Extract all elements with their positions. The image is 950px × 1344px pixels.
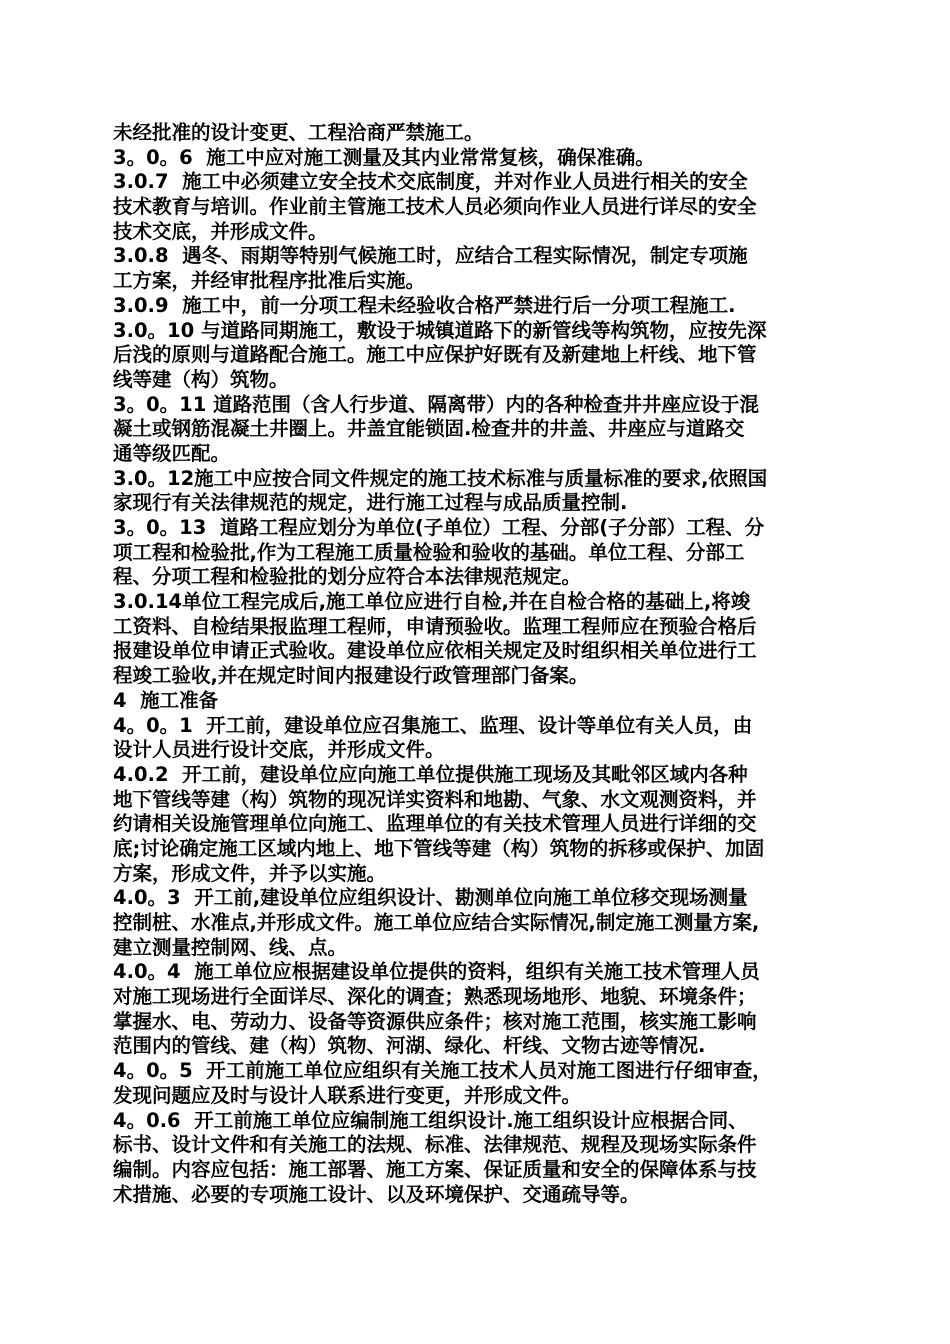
text-line: 3。0。6 施工中应对施工测量及其内业常常复核，确保准确。 <box>113 145 655 169</box>
text-line: 4.0。4 施工单位应根据建设单位提供的资料，组织有关施工技术管理人员 <box>113 960 760 984</box>
text-line: 技术教育与培训。作业前主管施工技术人员必须向作业人员进行详尽的安全 <box>113 195 757 219</box>
text-line: 3.0.7 施工中必须建立安全技术交底制度，并对作业人员进行相关的安全 <box>113 170 748 194</box>
text-line: 范围内的管线、建（构）筑物、河湖、绿化、杆线、文物古迹等情况. <box>113 1034 706 1058</box>
text-line: 4。0。1 开工前，建设单位应召集施工、监理、设计等单位有关人员，由 <box>113 713 753 737</box>
text-line: 家现行有关法律规范的规定，进行施工过程与成品质量控制. <box>113 491 628 515</box>
text-line: 掌握水、电、劳动力、设备等资源供应条件；核对施工范围，核实施工影响 <box>113 1009 757 1033</box>
text-line: 报建设单位申请正式验收。建设单位应依相关规定及时组织相关单位进行工 <box>113 639 757 663</box>
text-line: 发现问题应及时与设计人联系进行变更，并形成文件。 <box>113 1083 582 1107</box>
text-line: 3.0。12施工中应按合同文件规定的施工技术标准与质量标准的要求,依照国 <box>113 466 768 490</box>
text-line: 底;讨论确定施工区域内地上、地下管线等建（构）筑物的拆移或保护、加固 <box>113 836 765 860</box>
text-line: 约请相关设施管理单位向施工、监理单位的有关技术管理人员进行详细的交 <box>113 812 757 836</box>
text-line: 3。0。11 道路范围（含人行步道、隔离带）内的各种检查井井座应设于混 <box>113 392 760 416</box>
text-line: 建立测量控制网、线、点。 <box>113 935 348 959</box>
text-line: 项工程和检验批,作为工程施工质量检验和验收的基础。单位工程、分部工 <box>113 540 745 564</box>
text-line: 4。0.6 开工前施工单位应编制施工组织设计.施工组织设计应根据合同、 <box>113 1108 748 1132</box>
text-line: 工资料、自检结果报监理工程师，申请预验收。监理工程师应在预验合格后 <box>113 614 757 638</box>
text-line: 方案，形成文件，并予以实施。 <box>113 861 387 885</box>
document-page <box>113 121 863 1207</box>
text-line: 地下管线等建（构）筑物的现况详实资料和地勘、气象、水文观测资料，并 <box>113 787 757 811</box>
section-heading: 4 施工准备 <box>113 688 219 712</box>
text-line: 术措施、必要的专项施工设计、以及环境保护、交通疏导等。 <box>113 1182 640 1206</box>
text-line: 程、分项工程和检验批的划分应符合本法律规范规定。 <box>113 565 582 589</box>
text-line: 工方案，并经审批程序批准后实施。 <box>113 269 426 293</box>
text-line: 3.0.14单位工程完成后,施工单位应进行自检,并在自检合格的基础上,将竣 <box>113 590 751 614</box>
text-line: 线等建（构）筑物。 <box>113 367 289 391</box>
text-line: 3。0。13 道路工程应划分为单位(子单位）工程、分部(子分部）工程、分 <box>113 516 765 539</box>
text-line: 程竣工验收,并在规定时间内报建设行政管理部门备案。 <box>113 664 589 688</box>
text-line: 3.0。10 与道路同期施工，敷设于城镇道路下的新管线等构筑物，应按先深 <box>113 318 767 342</box>
text-line: 凝土或钢筋混凝土井圈上。井盖宜能锁固.检查井的井盖、井座应与道路交 <box>113 417 745 441</box>
text-line: 3.0.8 遇冬、雨期等特别气候施工时，应结合工程实际情况，制定专项施 <box>113 244 748 268</box>
text-line: 控制桩、水准点,并形成文件。施工单位应结合实际情况,制定施工测量方案, <box>113 911 760 934</box>
text-line: 标书、设计文件和有关施工的法规、标准、法律规范、规程及现场实际条件 <box>113 1133 757 1157</box>
text-line: 技术交底，并形成文件。 <box>113 219 328 243</box>
text-line: 对施工现场进行全面详尽、深化的调查；熟悉现场地形、地貌、环境条件； <box>113 985 757 1009</box>
text-line: 4。0。5 开工前施工单位应组织有关施工技术人员对施工图进行仔细审查， <box>113 1059 772 1083</box>
text-line: 4.0.2 开工前，建设单位应向施工单位提供施工现场及其毗邻区域内各种 <box>113 762 748 786</box>
text-line: 后浅的原则与道路配合施工。施工中应保护好既有及新建地上杆线、地下管 <box>113 343 757 367</box>
text-line: 通等级匹配。 <box>113 441 231 465</box>
text-line: 设计人员进行设计交底，并形成文件。 <box>113 738 445 762</box>
text-line: 3.0.9 施工中，前一分项工程未经验收合格严禁进行后一分项工程施工. <box>113 293 736 317</box>
text-line: 4.0。3 开工前,建设单位应组织设计、勘测单位向施工单位移交现场测量 <box>113 886 748 910</box>
text-line: 未经批准的设计变更、工程洽商严禁施工。 <box>113 121 484 144</box>
text-line: 编制。内容应包括：施工部署、施工方案、保证质量和安全的保障体系与技 <box>113 1157 757 1181</box>
